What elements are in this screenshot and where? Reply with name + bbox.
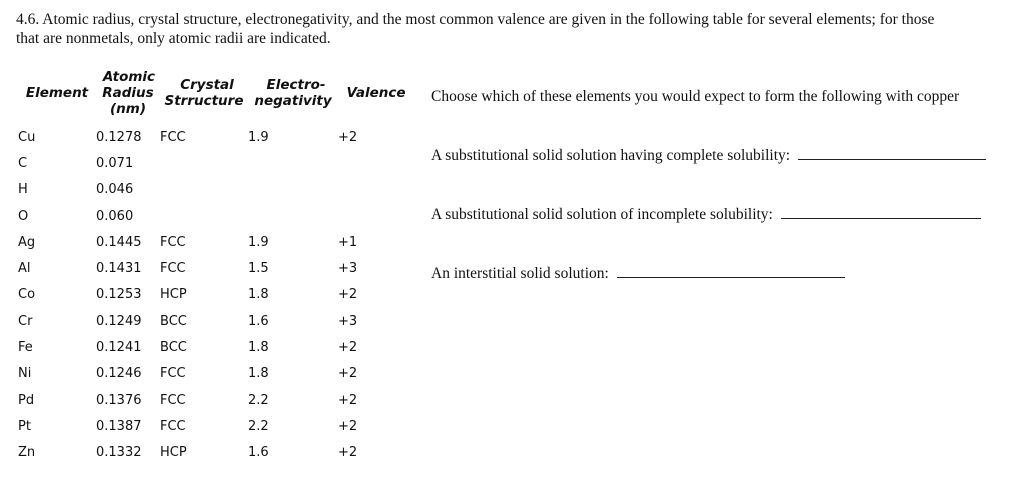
question-3-label: An interstitial solid solution: — [431, 265, 609, 282]
cell-valence — [338, 177, 408, 203]
cell-electronegativity — [248, 150, 338, 176]
cell-element: Ag — [18, 234, 36, 250]
cell-element: Ni — [18, 366, 32, 382]
cell-element: Pt — [18, 418, 31, 434]
answer-blank-3[interactable] — [617, 265, 845, 278]
cell-structure — [160, 150, 248, 176]
cell-structure: FCC — [160, 129, 186, 145]
cell-element: H — [18, 182, 28, 198]
table-row — [14, 308, 408, 334]
cell-radius: 0.071 — [96, 155, 134, 171]
cell-valence: +3 — [338, 261, 358, 277]
cell-element: Zn — [18, 445, 36, 461]
question-1-label: A substitutional solid solution having complete solubility: — [431, 147, 791, 164]
cell-element: Cu — [18, 129, 36, 145]
element-table — [14, 62, 408, 466]
cell-structure: BCC — [160, 313, 187, 329]
header-element — [14, 62, 96, 124]
header-radius-line1: Atomic — [102, 69, 156, 85]
question-2 — [431, 206, 981, 224]
header-radius-line3: (nm) — [109, 101, 147, 117]
table-row — [14, 440, 408, 466]
header-valence — [338, 62, 408, 124]
table-row — [14, 361, 408, 387]
cell-electronegativity: 1.8 — [248, 287, 269, 303]
answer-blank-1[interactable] — [798, 147, 986, 160]
cell-radius: 0.1241 — [96, 340, 142, 356]
cell-radius: 0.1249 — [96, 313, 142, 329]
problem-line-1: 4.6. Atomic radius, crystal structure, electronegativity, and the most common valence are given in the following table for several elements; for those — [16, 11, 935, 28]
cell-element: Al — [18, 261, 31, 277]
header-radius-line2: Radius — [102, 85, 154, 101]
cell-element: Co — [18, 287, 36, 303]
cell-radius: 0.1278 — [96, 129, 142, 145]
cell-valence: +2 — [338, 366, 358, 382]
cell-electronegativity: 1.9 — [248, 129, 269, 145]
cell-radius: 0.1431 — [96, 261, 142, 277]
cell-electronegativity — [248, 203, 338, 229]
cell-structure: BCC — [160, 340, 187, 356]
cell-valence: +2 — [338, 392, 358, 408]
table-body — [14, 124, 408, 466]
cell-valence: +3 — [338, 313, 358, 329]
cell-radius: 0.1387 — [96, 418, 142, 434]
question-2-label: A substitutional solid solution of incomplete solubility: — [431, 206, 773, 223]
cell-valence: +1 — [338, 234, 358, 250]
header-electro-line1: Electro- — [266, 77, 326, 93]
cell-electronegativity: 1.8 — [248, 366, 269, 382]
cell-structure — [160, 203, 248, 229]
table-header-row — [14, 62, 408, 124]
cell-electronegativity: 1.5 — [248, 261, 269, 277]
cell-structure: FCC — [160, 392, 186, 408]
question-1 — [431, 147, 986, 165]
table-row — [14, 413, 408, 439]
cell-electronegativity: 1.6 — [248, 313, 269, 329]
cell-electronegativity: 1.8 — [248, 340, 269, 356]
question-prompt: Choose which of these elements you would expect to form the following with copper — [431, 88, 960, 105]
cell-element: Pd — [18, 392, 35, 408]
cell-valence: +2 — [338, 287, 358, 303]
cell-valence: +2 — [338, 129, 358, 145]
table-row — [14, 177, 408, 203]
table-row — [14, 124, 408, 150]
header-valence-label: Valence — [346, 85, 406, 101]
question-3 — [431, 265, 845, 283]
cell-structure: HCP — [160, 445, 187, 461]
table-row — [14, 334, 408, 360]
cell-element: Fe — [18, 340, 33, 356]
header-electronegativity — [248, 62, 338, 124]
table-row — [14, 255, 408, 281]
cell-electronegativity: 2.2 — [248, 418, 269, 434]
table-row — [14, 282, 408, 308]
cell-electronegativity: 1.9 — [248, 234, 269, 250]
cell-electronegativity: 1.6 — [248, 445, 269, 461]
answer-blank-2[interactable] — [781, 206, 981, 219]
cell-radius: 0.1445 — [96, 234, 142, 250]
cell-element: Cr — [18, 313, 33, 329]
cell-structure: HCP — [160, 287, 187, 303]
table-row — [14, 229, 408, 255]
header-element-label: Element — [25, 85, 89, 101]
cell-structure — [160, 177, 248, 203]
cell-electronegativity — [248, 177, 338, 203]
cell-valence — [338, 203, 408, 229]
table-row — [14, 387, 408, 413]
cell-valence: +2 — [338, 445, 358, 461]
cell-radius: 0.1253 — [96, 287, 142, 303]
cell-element: O — [18, 208, 29, 224]
cell-structure: FCC — [160, 366, 186, 382]
cell-electronegativity: 2.2 — [248, 392, 269, 408]
header-structure — [160, 62, 248, 124]
cell-radius: 0.060 — [96, 208, 134, 224]
cell-radius: 0.046 — [96, 182, 134, 198]
cell-valence: +2 — [338, 418, 358, 434]
header-electro-line2: negativity — [254, 93, 332, 109]
problem-line-2: that are nonmetals, only atomic radii are indicated. — [16, 30, 331, 47]
table-row — [14, 150, 408, 176]
header-structure-line2: Strructure — [164, 93, 244, 109]
cell-valence: +2 — [338, 340, 358, 356]
problem-statement — [16, 10, 1016, 48]
cell-structure: FCC — [160, 234, 186, 250]
cell-radius: 0.1332 — [96, 445, 142, 461]
cell-radius: 0.1376 — [96, 392, 142, 408]
cell-structure: FCC — [160, 418, 186, 434]
cell-valence — [338, 150, 408, 176]
cell-radius: 0.1246 — [96, 366, 142, 382]
header-structure-line1: Crystal — [180, 77, 234, 93]
table-row — [14, 203, 408, 229]
cell-element: C — [18, 155, 28, 171]
cell-structure: FCC — [160, 261, 186, 277]
header-radius — [96, 62, 160, 124]
